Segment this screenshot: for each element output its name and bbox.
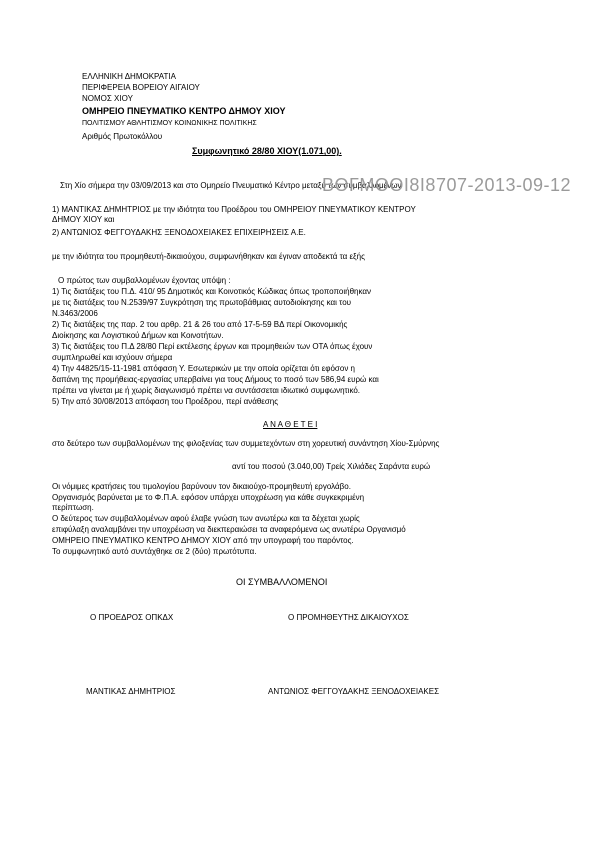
term-line: ΟΜΗΡΕΙΟ ΠΝΕΥΜΑΤΙΚΟ ΚΕΝΤΡΟ ΔΗΜΟΥ ΧΙΟΥ από την υπογραφή του παρόντος.	[52, 536, 354, 545]
consideration-line: 5) Την από 30/08/2013 απόφαση του Προέδρου, περί ανάθεσης	[52, 397, 279, 406]
consideration-line: 1) Τις διατάξεις του Π.Δ. 410/ 95 Δημοτικός και Κοινοτικός Κώδικας όπως τροποποιήθηκαν	[52, 287, 372, 296]
term-line: Το συμφωνητικό αυτό συντάχθηκε σε 2 (δύο) πρωτότυπα.	[52, 547, 257, 556]
consideration-line: Διοίκησης και Λογιστικού Δήμων και Κοινοτήτων.	[52, 331, 224, 340]
consideration-line: συμπληρωθεί και ισχύουν σήμερα	[52, 353, 173, 362]
document-title: Συμφωνητικό 28/80 ΧΙΟΥ(1.071,00).	[192, 146, 342, 156]
assign-text: στο δεύτερο των συμβαλλομένων της φιλοξενίας των συμμετεχόντων στη χορευτική συνάντηση Χίου-Σμύρνης	[52, 439, 440, 448]
party-line-1: 1) ΜΑΝΤΙΚΑΣ ΔΗΜΗΤΡΙΟΣ με την ιδιότητα του Προέδρου του ΟΜΗΡΕΙΟΥ ΠΝΕΥΜΑΤΙΚΟΥ ΚΕΝΤΡΟΥ	[52, 205, 416, 214]
amount-text: αντί του ποσού (3.040,00) Τρείς Χιλιάδες Σαράντα ευρώ	[232, 462, 431, 471]
consideration-line: με τις διατάξεις του Ν.2539/97 Συγκρότηση της πρωτοβάθμιας αυτοδιοίκησης και του	[52, 298, 352, 307]
country-heading: ΕΛΛΗΝΙΚΗ ΔΗΜΟΚΡΑΤΙΑ	[82, 72, 176, 81]
intro-paragraph: Στη Χίο σήμερα την 03/09/2013 και στο Ομηρείο Πνευματικό Κέντρο μεταξύ των συμβαλλομένων	[60, 181, 402, 190]
signatories-heading: ΟΙ ΣΥΜΒΑΛΛΟΜΕΝΟΙ	[236, 577, 328, 587]
consideration-line: δαπάνη της προμήθειας-εργασίας υπερβαίνει για τους Δήμους το ποσό των 586,94 ευρώ και	[52, 375, 379, 384]
considerations-intro: Ο πρώτος των συμβαλλομένων έχοντας υπόψη :	[58, 276, 231, 285]
organization-heading: ΟΜΗΡΕΙΟ ΠΝΕΥΜΑΤΙΚΟ ΚΕΝΤΡΟ ΔΗΜΟΥ ΧΙΟΥ	[82, 106, 286, 116]
consideration-line: 3) Τις διατάξεις του Π.Δ 28/80 Περί εκτέλεσης έργων και προμηθειών των ΟΤΑ όπως έχουν	[52, 342, 373, 351]
consideration-line: 4) Την 44825/15-11-1981 απόφαση Υ. Εσωτερικών με την οποία ορίζεται ότι εφόσον η	[52, 364, 355, 373]
signatory-president-name: ΜΑΝΤΙΚΑΣ ΔΗΜΗΤΡΙΟΣ	[86, 687, 176, 696]
protocol-number-label: Αριθμός Πρωτοκόλλου	[82, 132, 163, 141]
organization-subtitle: ΠΟΛΙΤΙΣΜΟΥ ΑΘΛΗΤΙΣΜΟΥ ΚΟΙΝΩΝΙΚΗΣ ΠΟΛΙΤΙΚΗΣ	[82, 120, 257, 127]
term-line: επιφύλαξη αναλαμβάνει την υποχρέωση να διεκπεραιώσει τα αναφερόμενα ως ανωτέρω Οργανισμό	[52, 525, 406, 534]
consideration-line: 2) Τις διατάξεις της παρ. 2 του αρθρ. 21 & 26 του από 17-5-59 ΒΔ περί Οικονομικής	[52, 320, 348, 329]
party-line-2: ΔΗΜΟΥ ΧΙΟΥ και	[52, 215, 115, 224]
consideration-line: πρέπει να γίνεται με ή χωρίς διαγωνισμό πρέπει να συντάσσεται ιδιωτικό συμφωνητικό.	[52, 386, 361, 395]
document-id-watermark: ΒΘΓΜΟΟΙ8Ι8707-2013-09-12	[322, 175, 572, 195]
assign-heading: Α Ν Α Θ Ε Τ Ε Ι	[263, 420, 318, 429]
term-line: Ο δεύτερος των συμβαλλομένων αφού έλαβε γνώση των ανωτέρω και τα δέχεται χωρίς	[52, 514, 360, 523]
term-line: Οργανισμός βαρύνεται με το Φ.Π.Α. εφόσον υπάρχει υποχρέωση για κάθε συγκεκριμένη	[52, 493, 365, 502]
region-heading: ΠΕΡΙΦΕΡΕΙΑ ΒΟΡΕΙΟΥ ΑΙΓΑΙΟΥ	[82, 83, 200, 92]
prefecture-heading: ΝΟΜΟΣ ΧΙΟΥ	[82, 94, 133, 103]
agreement-statement: με την ιδιότητα του προμηθευτή-δικαιούχου, συμφωνήθηκαν και έγιναν αποδεκτά τα εξής	[52, 252, 365, 261]
signatory-supplier-role: Ο ΠΡΟΜΗΘΕΥΤΗΣ ΔΙΚΑΙΟΥΧΟΣ	[288, 613, 409, 622]
party-line-3: 2) ΑΝΤΩΝΙΟΣ ΦΕΓΓΟΥΔΑΚΗΣ ΞΕΝΟΔΟΧΕΙΑΚΕΣ ΕΠΙΧΕΙΡΗΣΕΙΣ Α.Ε.	[52, 228, 306, 237]
consideration-line: Ν.3463/2006	[52, 309, 98, 318]
signatory-president-role: Ο ΠΡΟΕΔΡΟΣ ΟΠΚΔΧ	[90, 613, 174, 622]
signatory-supplier-name: ΑΝΤΩΝΙΟΣ ΦΕΓΓΟΥΔΑΚΗΣ ΞΕΝΟΔΟΧΕΙΑΚΕΣ	[268, 687, 440, 696]
term-line: Οι νόμιμες κρατήσεις του τιμολογίου βαρύνουν τον δικαιούχο-προμηθευτή εργολάβο.	[52, 482, 351, 491]
term-line: περίπτωση.	[52, 503, 94, 512]
